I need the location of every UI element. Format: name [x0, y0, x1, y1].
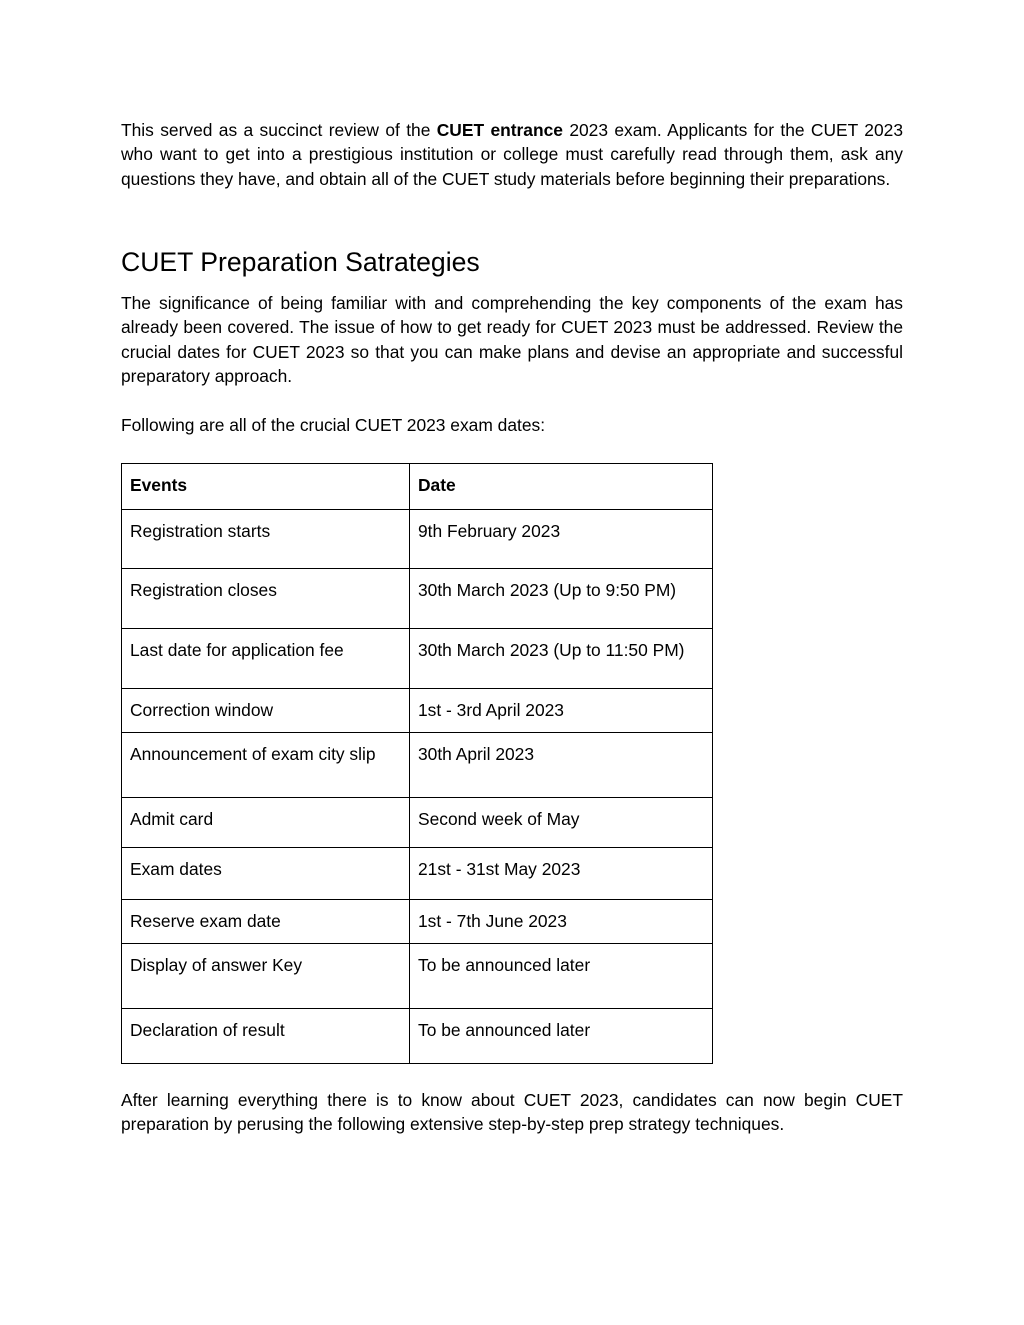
event-cell: Registration closes [122, 569, 410, 629]
header-date: Date [410, 464, 713, 510]
event-cell: Display of answer Key [122, 944, 410, 1009]
outro-paragraph: After learning everything there is to know about CUET 2023, candidates can now begin CUET preparation by perusing the following extensive step-by-step prep strategy techniques. [121, 1090, 903, 1135]
dates-table-wrapper [121, 463, 713, 1064]
table-row [122, 1009, 713, 1064]
table-row [122, 569, 713, 629]
event-cell: Last date for application fee [122, 629, 410, 689]
date-cell: Second week of May [410, 798, 713, 848]
exam-dates-table [121, 463, 713, 1064]
event-cell: Declaration of result [122, 1009, 410, 1064]
table-row [122, 689, 713, 733]
table-row [122, 733, 713, 798]
date-cell: 30th March 2023 (Up to 9:50 PM) [410, 569, 713, 629]
intro-bold-term: CUET entrance [436, 120, 563, 140]
date-cell: To be announced later [410, 944, 713, 1009]
dates-lead-paragraph: Following are all of the crucial CUET 2023 exam dates: [121, 415, 546, 435]
table-row [122, 900, 713, 944]
date-cell: 30th March 2023 (Up to 11:50 PM) [410, 629, 713, 689]
table-row [122, 629, 713, 689]
event-cell: Announcement of exam city slip [122, 733, 410, 798]
intro-text-after: 2023 exam. Applicants for the CUET 2023 who want to get into a prestigious institution or college must carefully read through them, ask any questions they have, and obtain all of the CUET study materials before beginning their preparations. [121, 120, 903, 189]
date-cell: 21st - 31st May 2023 [410, 848, 713, 900]
header-events: Events [122, 464, 410, 510]
date-cell: To be announced later [410, 1009, 713, 1064]
table-row [122, 848, 713, 900]
date-cell: 1st - 7th June 2023 [410, 900, 713, 944]
intro-paragraph [121, 118, 903, 191]
event-cell: Reserve exam date [122, 900, 410, 944]
event-cell: Admit card [122, 798, 410, 848]
date-cell: 9th February 2023 [410, 510, 713, 569]
table-row [122, 944, 713, 1009]
date-cell: 1st - 3rd April 2023 [410, 689, 713, 733]
event-cell: Exam dates [122, 848, 410, 900]
table-row [122, 510, 713, 569]
table-row [122, 798, 713, 848]
section-heading: CUET Preparation Satrategies [121, 247, 480, 277]
event-cell: Registration starts [122, 510, 410, 569]
significance-paragraph: The significance of being familiar with and comprehending the key components of the exam has already been covered. The issue of how to get ready for CUET 2023 must be addressed. Review the crucial dates for CUET 2023 so that you can make plans and devise an appropriate and successful preparatory approach. [121, 293, 903, 387]
date-cell: 30th April 2023 [410, 733, 713, 798]
table-header-row [122, 464, 713, 510]
intro-text-before: This served as a succinct review of the [121, 120, 437, 140]
event-cell: Correction window [122, 689, 410, 733]
document-page [121, 118, 903, 1135]
